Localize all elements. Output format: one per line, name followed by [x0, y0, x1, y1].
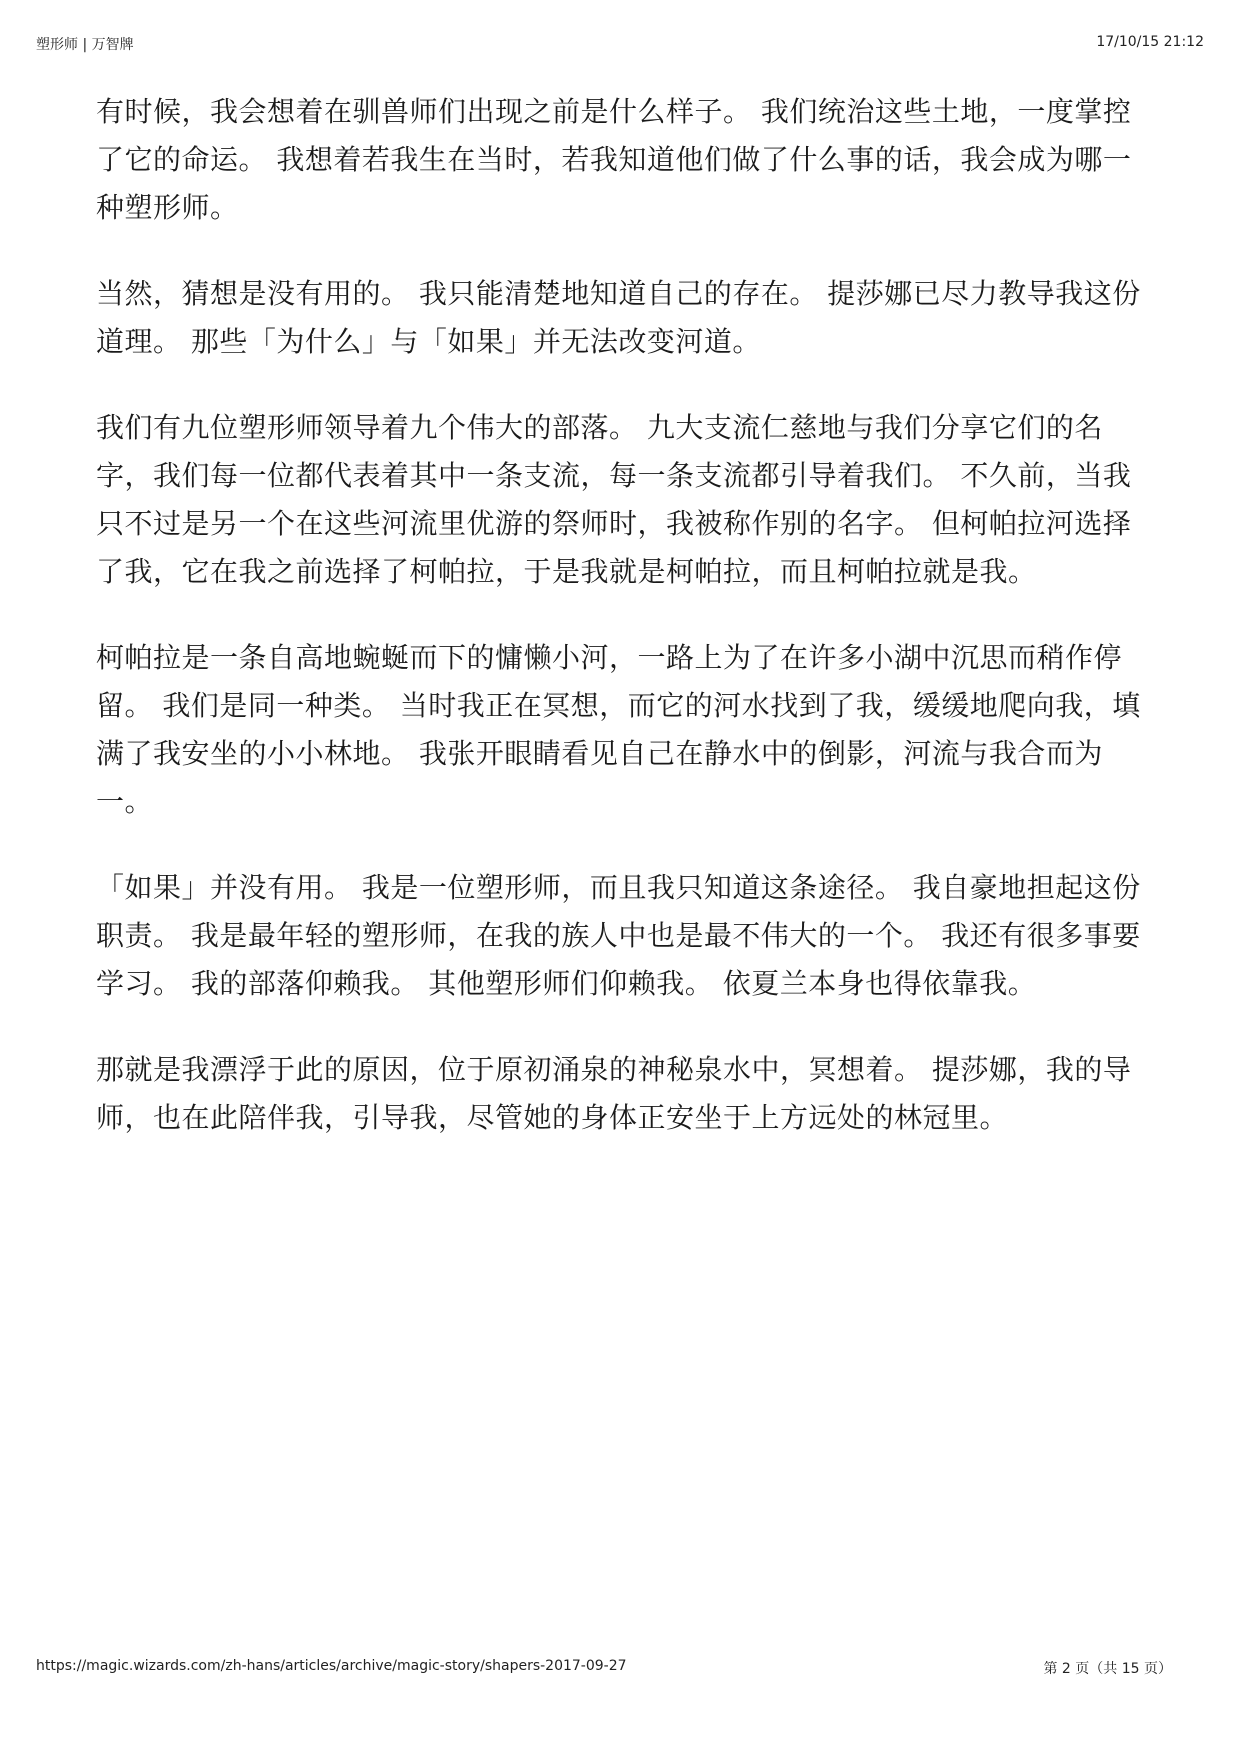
- page-url: https://magic.wizards.com/zh-hans/articles/archive/magic-story/shapers-2017-09-27: [36, 1658, 627, 1674]
- article-body: [96, 88, 1146, 1180]
- print-datetime: 17/10/15 21:12: [1096, 34, 1204, 50]
- article-paragraph: 柯帕拉是一条自高地蜿蜒而下的慵懒小河，一路上为了在许多小湖中沉思而稍作停留。 我们是同一种类。 当时我正在冥想，而它的河水找到了我，缓缓地爬向我，填满了我安坐的小小林地。 我张开眼睛看见自己在静水中的倒影，河流与我合而为一。: [96, 641, 1141, 818]
- print-header: [36, 34, 1204, 54]
- article-paragraph: 当然，猜想是没有用的。 我只能清楚地知道自己的存在。 提莎娜已尽力教导我这份道理。 那些「为什么」与「如果」并无法改变河道。: [96, 277, 1141, 358]
- article-paragraph: 那就是我漂浮于此的原因，位于原初涌泉的神秘泉水中，冥想着。 提莎娜，我的导师，也在此陪伴我，引导我，尽管她的身体正安坐于上方远处的林冠里。: [96, 1053, 1132, 1134]
- print-footer: [36, 1658, 1204, 1678]
- article-paragraph: 我们有九位塑形师领导着九个伟大的部落。 九大支流仁慈地与我们分享它们的名字，我们每一位都代表着其中一条支流，每一条支流都引导着我们。 不久前，当我只不过是另一个在这些河流里优游的祭师时，我被称作别的名字。 但柯帕拉河选择了我，它在我之前选择了柯帕拉，于是我就是柯帕拉，而且柯帕拉就是我。: [96, 411, 1132, 588]
- page-title: 塑形师 | 万智牌: [36, 37, 134, 53]
- article-paragraph: 有时候，我会想着在驯兽师们出现之前是什么样子。 我们统治这些土地，一度掌控了它的命运。 我想着若我生在当时，若我知道他们做了什么事的话，我会成为哪一种塑形师。: [96, 95, 1132, 224]
- page-number: 第 2 页（共 15 页）: [1043, 1661, 1172, 1677]
- article-paragraph: 「如果」并没有用。 我是一位塑形师，而且我只知道这条途径。 我自豪地担起这份职责。 我是最年轻的塑形师，在我的族人中也是最不伟大的一个。 我还有很多事要学习。 我的部落仰赖我。 其他塑形师们仰赖我。 依夏兰本身也得依靠我。: [96, 871, 1141, 1000]
